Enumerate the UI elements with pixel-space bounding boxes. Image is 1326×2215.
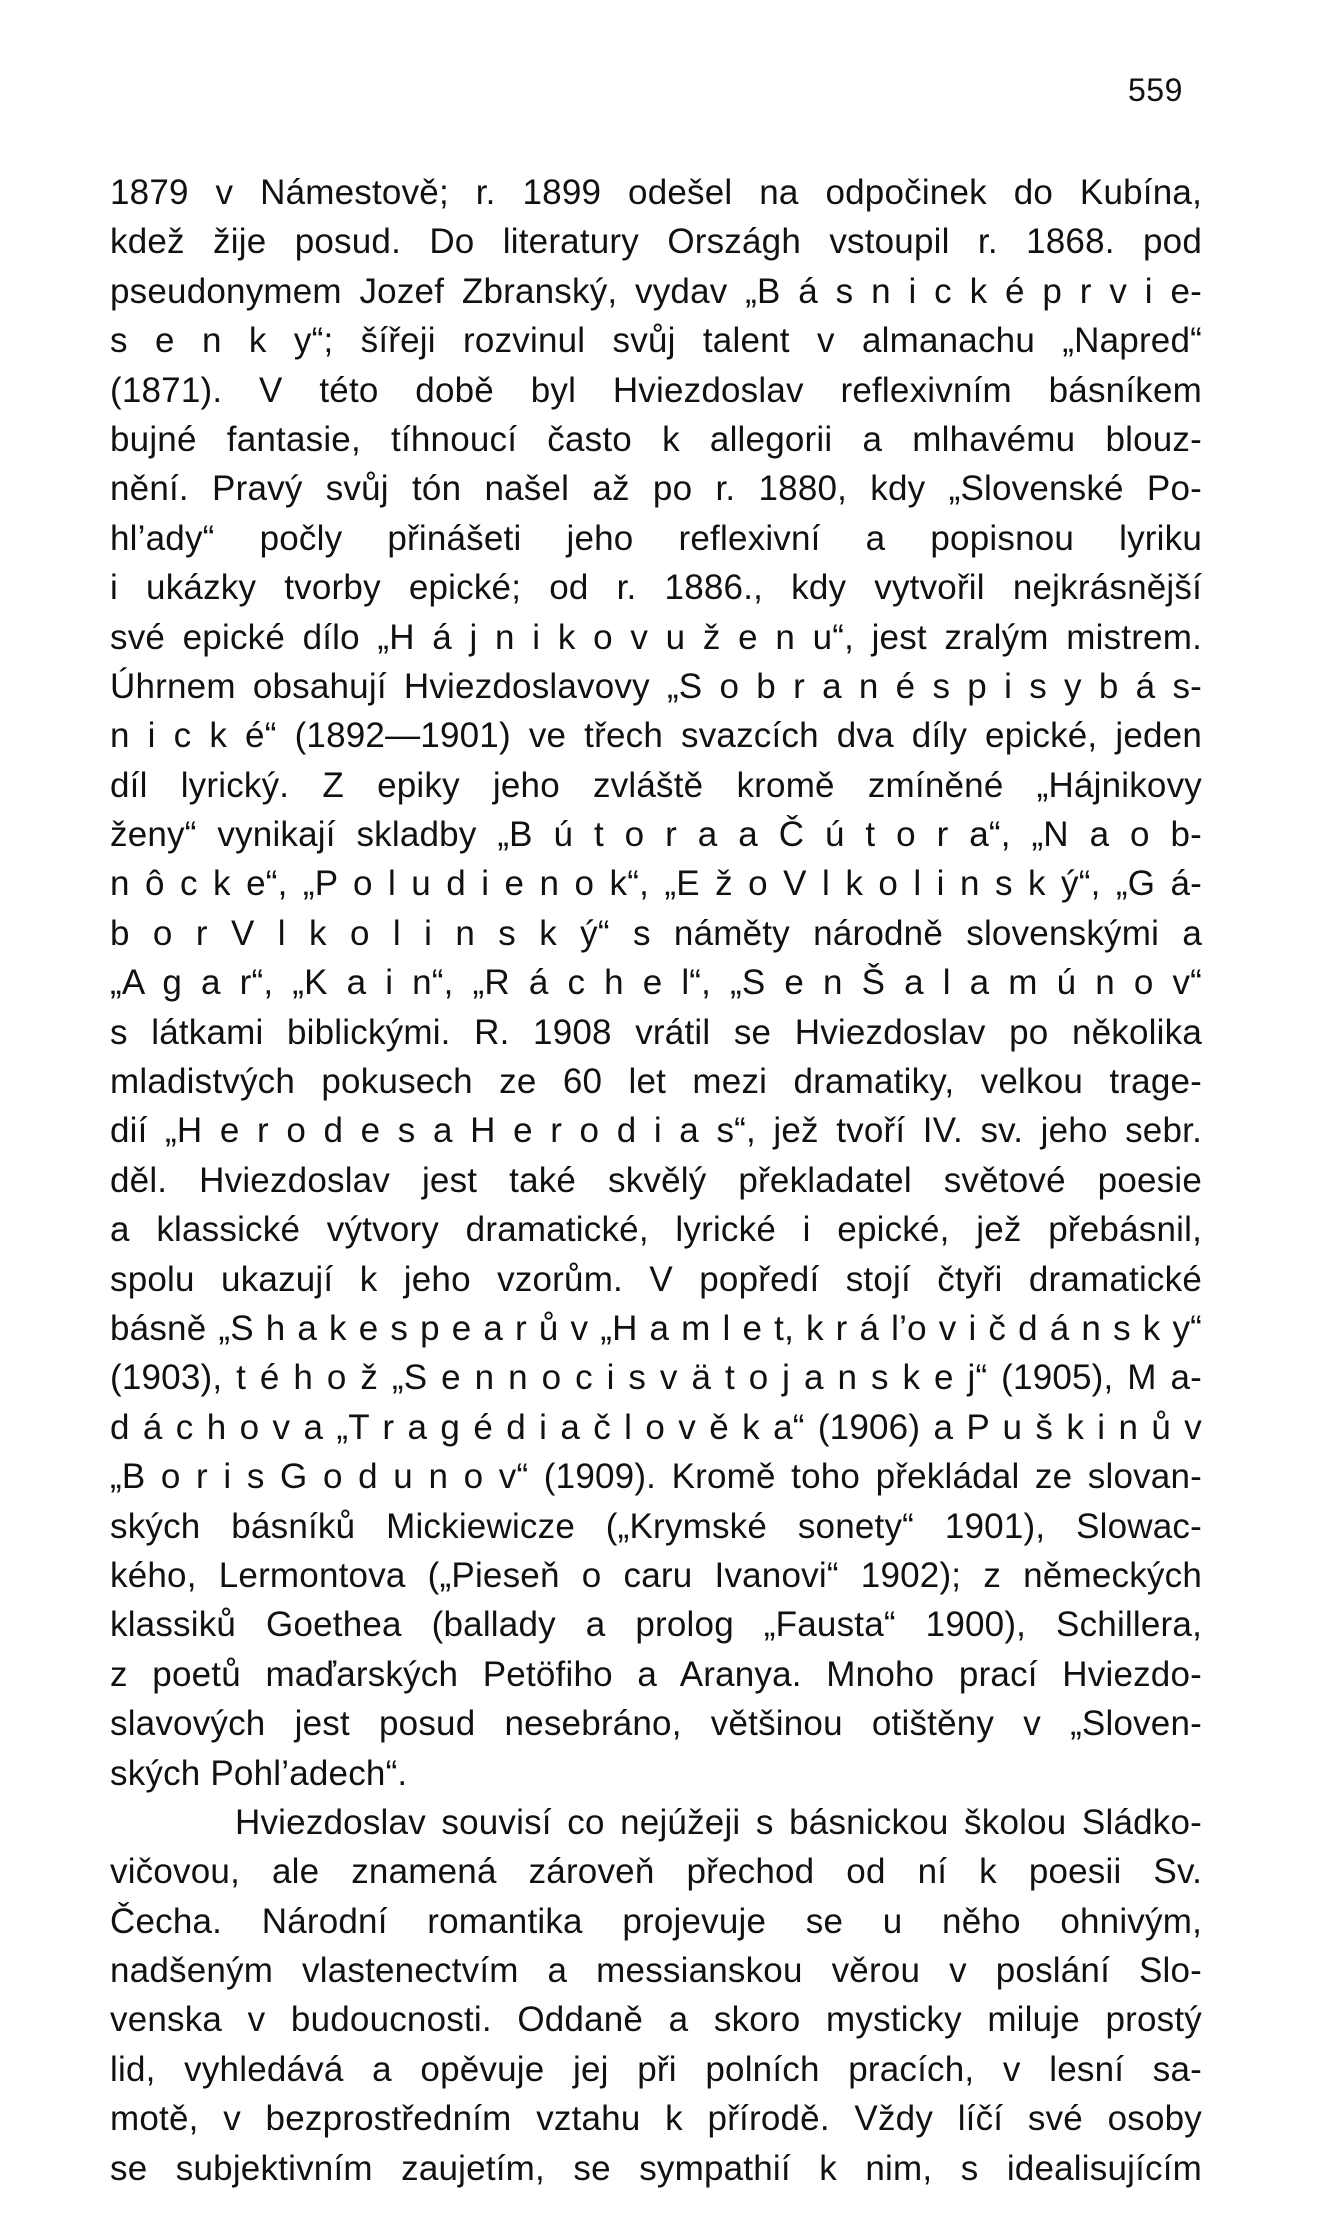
text-line: (1871). V této době byl Hviezdoslav reflexivním básníkem xyxy=(110,370,1202,410)
text-line: se subjektivním zaujetím, se sympathií k nim, s idealisujícím xyxy=(110,2148,1202,2188)
text-line: hl’ady“ počly přinášeti jeho reflexivní a popisnou lyriku xyxy=(110,518,1202,558)
text-line: s látkami biblickými. R. 1908 vrátil se Hviezdoslav po několika xyxy=(110,1012,1202,1052)
text-line: ských básníků Mickiewicze („Krymské sonety“ 1901), Slowac- xyxy=(110,1506,1202,1546)
text-line: spolu ukazují k jeho vzorům. V popředí stojí čtyři dramatické xyxy=(110,1259,1202,1299)
text-line: dií „H e r o d e s a H e r o d i a s“, jež tvoří IV. sv. jeho sebr. xyxy=(110,1111,1202,1151)
text-line: „A g a r“, „K a i n“, „R á c h e l“, „S e n Š a l a m ú n o v“ xyxy=(110,963,1202,1003)
text-line: nění. Pravý svůj tón našel až po r. 1880, kdy „Slovenské Po- xyxy=(110,469,1202,509)
text-line: děl. Hviezdoslav jest také skvělý překladatel světové poesie xyxy=(110,1160,1202,1200)
text-line: d á c h o v a „T r a g é d i a č l o v ě k a“ (1906) a P u š k i n ů v xyxy=(110,1407,1202,1447)
text-line: mladistvých pokusech ze 60 let mezi dramatiky, velkou trage- xyxy=(110,1062,1202,1102)
text-line: díl lyrický. Z epiky jeho zvláště kromě zmíněné „Hájnikovy xyxy=(110,765,1202,805)
text-line: b o r V l k o l i n s k ý“ s náměty národně slovenskými a xyxy=(110,913,1202,953)
text-line: a klassické výtvory dramatické, lyrické i epické, jež přebásnil, xyxy=(110,1210,1202,1250)
page-number: 559 xyxy=(1128,72,1183,108)
text-line: vičovou, ale znamená zároveň přechod od ní k poesii Sv. xyxy=(110,1852,1202,1892)
text-line: motě, v bezprostředním vztahu k přírodě. Vždy líčí své osoby xyxy=(110,2099,1202,2139)
text-line: kdež žije posud. Do literatury Országh vstoupil r. 1868. pod xyxy=(110,222,1202,262)
text-line: slavových jest posud nesebráno, většinou otištěny v „Sloven- xyxy=(110,1704,1202,1744)
text-line: i ukázky tvorby epické; od r. 1886., kdy vytvořil nejkrásnější xyxy=(110,568,1202,608)
text-line: s e n k y“; šířeji rozvinul svůj talent v almanachu „Napred“ xyxy=(110,321,1202,361)
text-line: ských Pohl’adech“. xyxy=(110,1753,408,1793)
paragraph-1 xyxy=(110,168,1202,1798)
text-line: „B o r i s G o d u n o v“ (1909). Kromě toho překládal ze slovan- xyxy=(110,1457,1202,1497)
text-line: bujné fantasie, tíhnoucí často k allegorii a mlhavému blouz- xyxy=(110,419,1202,459)
text-line: z poetů maďarských Petöfiho a Aranya. Mnoho prací Hviezdo- xyxy=(110,1654,1202,1694)
text-line: nadšeným vlastenectvím a messianskou věrou v poslání Slo- xyxy=(110,1951,1202,1991)
text-line: 1879 v Námestově; r. 1899 odešel na odpočinek do Kubína, xyxy=(110,173,1202,212)
text-line: lid, vyhledává a opěvuje jej při polních pracích, v lesní sa- xyxy=(110,2049,1202,2089)
text-line: Čecha. Národní romantika projevuje se u něho ohnivým, xyxy=(110,1901,1202,1941)
text-line: (1903), t é h o ž „S e n n o c i s v ä t o j a n s k e j“ (1905), M a- xyxy=(110,1358,1202,1398)
text-line: kého, Lermontova („Pieseň o caru Ivanovi“ 1902); z německých xyxy=(110,1555,1202,1595)
text-line: klassiků Goethea (ballady a prolog „Fausta“ 1900), Schillera, xyxy=(110,1605,1202,1645)
text-line: venska v budoucnosti. Oddaně a skoro mysticky miluje prostý xyxy=(110,2000,1202,2040)
text-line: n ô c k e“, „P o l u d i e n o k“, „E ž o V l k o l i n s k ý“, „G á- xyxy=(110,864,1202,904)
paragraph-2 xyxy=(110,1798,1202,2193)
text-line: své epické dílo „H á j n i k o v u ž e n u“, jest zralým mistrem. xyxy=(110,617,1202,657)
text-line: básně „S h a k e s p e a r ů v „H a m l e t, k r á l’o v i č d á n s k y“ xyxy=(110,1308,1202,1348)
text-line: ženy“ vynikají skladby „B ú t o r a a Č ú t o r a“, „N a o b- xyxy=(110,815,1202,855)
text-line: pseudonymem Jozef Zbranský, vydav „B á s n i c k é p r v i e- xyxy=(110,271,1202,311)
text-line: Úhrnem obsahují Hviezdoslavovy „S o b r a n é s p i s y b á s- xyxy=(110,666,1202,706)
body-text xyxy=(110,168,1202,2193)
text-line: Hviezdoslav souvisí co nejúžeji s básnickou školou Sládko- xyxy=(235,1802,1202,1842)
text-line: n i c k é“ (1892—1901) ve třech svazcích dva díly epické, jeden xyxy=(110,716,1202,756)
